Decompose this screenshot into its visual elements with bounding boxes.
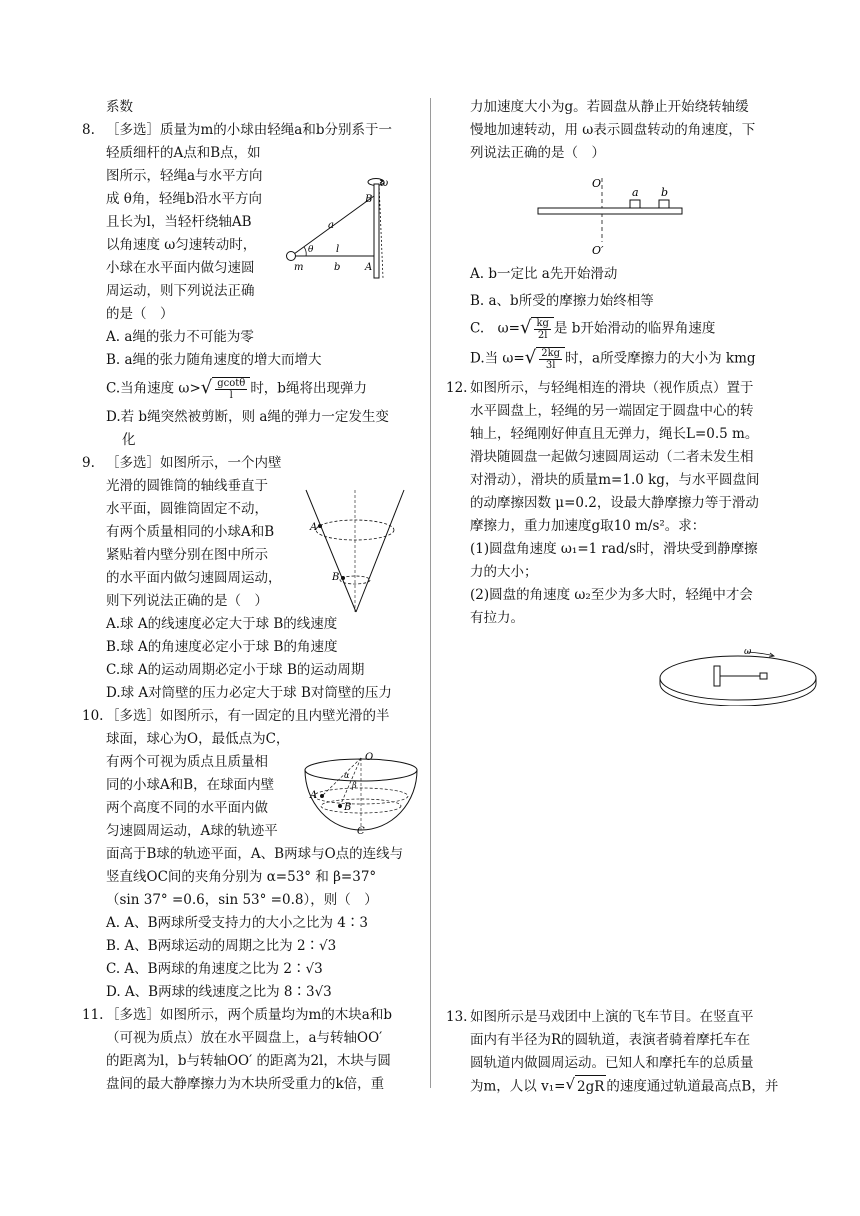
question-number: 8. bbox=[82, 122, 95, 138]
q10-line: 匀速圆周运动，A球的轨迹平 bbox=[106, 823, 278, 839]
question-11 bbox=[82, 1004, 422, 1096]
q9-line: 光滑的圆锥筒的轴线垂直于 bbox=[106, 478, 268, 494]
q11-disc-figure bbox=[530, 172, 690, 256]
q9-line: 紧贴着内壁分别在图中所示 bbox=[106, 547, 268, 563]
ball-a-label: A bbox=[310, 790, 318, 801]
question-8 bbox=[82, 119, 422, 452]
sqrt-expression: √ $\frac{2kg}{3l}$ bbox=[525, 347, 565, 371]
q11-line: 列说法正确的是（ ） bbox=[470, 145, 605, 161]
q9-line: 有两个质量相同的小球A和B bbox=[106, 524, 275, 540]
q10-option-b: B. A、B两球运动的周期之比为 2∶√3 bbox=[106, 938, 337, 954]
center-o-label: O bbox=[365, 752, 374, 763]
q9-option-c: C.球 A的运动周期必定小于球 B的运动周期 bbox=[106, 662, 365, 678]
sqrt-expression: √ $\frac{kg}{2l}$ bbox=[520, 317, 554, 341]
q11-option-a: A. b一定比 a先开始滑动 bbox=[470, 266, 618, 282]
string-a-label: a bbox=[328, 220, 334, 231]
q11-option-c: C. ω= √ $\frac{kg}{2l}$ 是 b开始滑动的临界角速度 bbox=[470, 317, 716, 341]
q9-line: 则下列说法正确的是（ ） bbox=[106, 593, 268, 609]
sqrt-expression: √ $\frac{gcot\theta}{l}$ bbox=[201, 377, 251, 401]
q12-sub-2-cont: 有拉力。 bbox=[470, 610, 524, 626]
ball-b-label: B bbox=[344, 802, 352, 813]
q11-line: 慢地加速转动，用 ω表示圆盘转动的角速度，下 bbox=[470, 122, 756, 138]
string-b-label: b bbox=[334, 262, 341, 273]
question-number: 11. bbox=[82, 1007, 104, 1023]
q9-option-b: B.球 A的角速度必定小于球 B的角速度 bbox=[106, 639, 338, 655]
column-divider bbox=[430, 98, 431, 1088]
q8-option-d: D.若 b绳突然被剪断，则 a绳的弹力一定发生变 bbox=[106, 409, 389, 425]
q10-option-d: D. A、B两球的线速度之比为 8∶3√3 bbox=[106, 984, 332, 1000]
q9-cone-figure bbox=[300, 488, 410, 616]
ball-a-label: A bbox=[310, 522, 318, 533]
question-13 bbox=[446, 1006, 810, 1099]
q11-line: （可视为质点）放在水平圆盘上，a与转轴OO′ bbox=[106, 1030, 383, 1046]
question-number: 10. bbox=[82, 708, 104, 724]
q10-option-a: A. A、B两球所受支持力的大小之比为 4∶3 bbox=[106, 915, 368, 931]
q10-hemisphere-figure bbox=[300, 752, 422, 836]
q11-line: 盘间的最大静摩擦力为木块所受重力的k倍，重 bbox=[106, 1076, 385, 1092]
q11-line: 力加速度大小为g。若圆盘从静止开始绕转轴缓 bbox=[470, 99, 749, 115]
q8-line: 且长为l，当轻杆绕轴AB bbox=[106, 214, 252, 230]
q8-line: 图所示，轻绳a与水平方向 bbox=[106, 168, 263, 184]
question-number: 13. bbox=[446, 1009, 468, 1025]
q13-line: 圆轨道内做圆周运动。已知人和摩托车的总质量 bbox=[470, 1055, 754, 1071]
length-l-label: l bbox=[336, 244, 340, 255]
q10-line: 同的小球A和B，在球面内壁 bbox=[106, 777, 275, 793]
question-12 bbox=[446, 377, 786, 630]
q12-line: 的动摩擦因数 μ=0.2，设最大静摩擦力等于滑动 bbox=[470, 495, 759, 511]
q13-line: 面内有半径为R的圆轨道，表演者骑着摩托车在 bbox=[470, 1032, 751, 1048]
q8-line: 成 θ角，轻绳b沿水平方向 bbox=[106, 191, 263, 207]
q8-option-d-cont: 化 bbox=[122, 432, 136, 448]
q11-line: 的距离为l，b与转轴OO′ 的距离为2l，木块与圆 bbox=[106, 1053, 391, 1069]
ball-b-label: B bbox=[332, 572, 340, 583]
q8-option-a: A. a绳的张力不可能为零 bbox=[106, 329, 254, 345]
q10-line: 面高于B球的轨迹平面，A、B两球与O点的连线与 bbox=[106, 846, 404, 862]
q12-sub-1: (1)圆盘角速度 ω₁=1 rad/s时，滑块受到静摩擦 bbox=[470, 541, 758, 557]
axis-o-label: O bbox=[592, 177, 602, 190]
q12-line: 轴上，轻绳刚好伸直且无弹力，绳长L=0.5 m。 bbox=[470, 426, 759, 442]
mass-m-label: m bbox=[294, 262, 304, 273]
bottom-c-label: C bbox=[357, 826, 365, 836]
q11-option-d: D.当 ω= √ $\frac{2kg}{3l}$ 时，a所受摩擦力的大小为 kmg bbox=[470, 347, 756, 371]
q12-line: 摩擦力，重力加速度g取10 m/s²。求： bbox=[470, 518, 706, 534]
q12-disc-figure bbox=[656, 644, 822, 706]
q10-line: ［多选］如图所示，有一固定的且内壁光滑的半 bbox=[106, 708, 390, 724]
q12-sub-1-cont: 力的大小； bbox=[470, 564, 538, 580]
point-a-label: A bbox=[365, 262, 373, 273]
q8-option-b: B. a绳的张力随角速度的增大而增大 bbox=[106, 352, 322, 368]
beta-label: β bbox=[352, 781, 357, 790]
q10-line: 竖直线OC间的夹角分别为 α=53° 和 β=37° bbox=[106, 869, 377, 885]
q9-line: 水平面，圆锥筒固定不动， bbox=[106, 501, 268, 517]
q8-line: 周运动，则下列说法正确 bbox=[106, 283, 255, 299]
q8-line: ［多选］质量为m的小球由轻绳a和b分别系于一 bbox=[106, 122, 392, 138]
theta-label: θ bbox=[308, 245, 314, 255]
q11-option-b: B. a、b所受的摩擦力始终相等 bbox=[470, 293, 654, 309]
q10-line: 两个高度不同的水平面内做 bbox=[106, 800, 268, 816]
alpha-label: α bbox=[344, 771, 350, 780]
q12-line: 对滑动），滑块的质量m=1.0 kg，与水平圆盘间 bbox=[470, 472, 760, 488]
q13-line-last: 为m，人以 v₁= √ 2gR 的速度通过轨道最高点B，并 bbox=[470, 1075, 810, 1099]
q8-rod-figure bbox=[280, 172, 390, 280]
question-number: 9. bbox=[82, 455, 95, 471]
q12-sub-2: (2)圆盘的角速度 ω₂至少为多大时，轻绳中才会 bbox=[470, 587, 753, 603]
q12-line: 水平圆盘上，轻绳的另一端固定于圆盘中心的转 bbox=[470, 403, 754, 419]
point-b-label: B bbox=[365, 194, 373, 205]
q10-option-c: C. A、B两球的角速度之比为 2∶√3 bbox=[106, 961, 323, 977]
sqrt-expression: √ 2gR bbox=[565, 1075, 606, 1099]
q8-line: 以角速度 ω匀速转动时， bbox=[106, 237, 257, 253]
q8-line: 小球在水平面内做匀速圆 bbox=[106, 260, 255, 276]
omega-label: ω bbox=[380, 178, 389, 189]
q9-line: 的水平面内做匀速圆周运动， bbox=[106, 570, 282, 586]
q10-line: 球面，球心为O，最低点为C， bbox=[106, 731, 290, 747]
q10-line: 有两个可视为质点且质量相 bbox=[106, 754, 268, 770]
q9-option-d: D.球 A对筒壁的压力必定大于球 B对筒壁的压力 bbox=[106, 685, 392, 701]
q13-line: 如图所示是马戏团中上演的飞车节目。在竖直平 bbox=[470, 1009, 754, 1025]
block-a-label: a bbox=[632, 186, 639, 199]
q8-option-c: C.当角速度 ω> √ $\frac{gcot\theta}{l}$ 时，b绳将出现弹力 bbox=[106, 377, 367, 401]
q11-line: ［多选］如图所示，两个质量均为m的木块a和b bbox=[106, 1007, 392, 1023]
q9-option-a: A.球 A的线速度必定大于球 B的线速度 bbox=[106, 616, 338, 632]
axis-o-prime-label: O′ bbox=[592, 244, 604, 256]
question-10 bbox=[82, 705, 422, 1004]
block-b-label: b bbox=[661, 186, 669, 199]
q10-line: （sin 37° =0.6，sin 53° =0.8），则（ ） bbox=[106, 892, 378, 908]
q9-line: ［多选］如图所示，一个内壁 bbox=[106, 455, 282, 471]
omega-label: ω bbox=[744, 647, 752, 657]
question-number: 12. bbox=[446, 380, 468, 396]
q12-line: 如图所示，与轻绳相连的滑块（视作质点）置于 bbox=[470, 380, 754, 396]
q8-line: 轻质细杆的A点和B点，如 bbox=[106, 145, 261, 161]
q7-tail: 系数 bbox=[106, 99, 133, 115]
q12-line: 滑块随圆盘一起做匀速圆周运动（二者未发生相 bbox=[470, 449, 754, 465]
q8-line: 的是（ ） bbox=[106, 306, 174, 322]
